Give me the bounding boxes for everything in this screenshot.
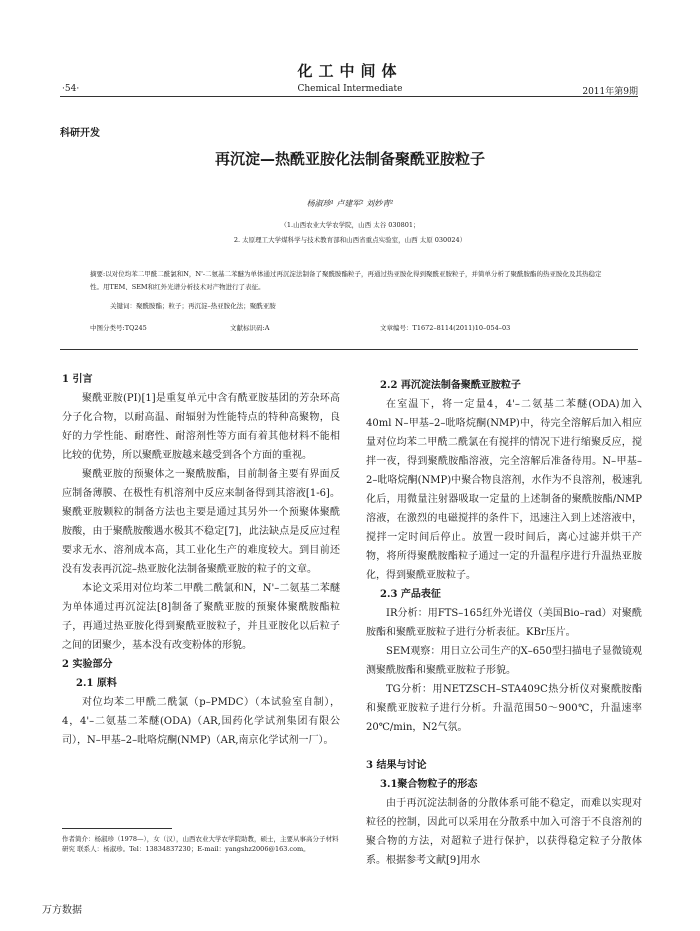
author-footnote: 作者简介：杨淑珍（1978—），女（汉），山西农业大学农学院助教，硕士，主要从事高分子材料研究 联系人：杨淑珍。Tel：13834837230；E-mail：yangshz2006@163.com。 [62, 835, 339, 853]
affiliation-2: 2. 太原理工大学煤科学与技术教育部和山西省重点实验室，山西 太原 030024） [233, 236, 467, 244]
paragraph: SEM观察：用日立公司生产的X–650型扫描电子显微镜观测聚酰胺酯和聚酰亚胺粒子形貌。 [366, 646, 642, 676]
article-number: 文章编号：T1672–8114(2011)10–054–03 [380, 324, 511, 332]
page-number: ·54· [62, 84, 80, 94]
paragraph: 对位均苯二甲酰二酰氯（p–PMDC）（本试验室自制），4，4'–二氨基二苯醚(ODA)（AR,国药化学试剂集团有限公司），N–甲基–2–吡咯烷酮(NMP)（AR,南京化学试剂一厂）。 [62, 697, 340, 746]
watermark: 万方数据 [42, 905, 82, 916]
footnote-rule [62, 828, 172, 829]
heading-preparation: 2.2 再沉淀法制备聚酰亚胺粒子 [380, 380, 521, 391]
heading-experimental: 2 实验部分 [62, 659, 113, 670]
paragraph: 由于再沉淀法制备的分散体系可能不稳定，而难以实现对粒径的控制，因此可以采用在分散系中加入可溶于不良溶剂的聚合物的方法，对超粒子进行保护，以获得稳定粒子分散体系。根据参考文献[9]用水 [366, 798, 642, 866]
paragraph: TG分析：用NETZSCH–STA409C热分析仪对聚酰胺酯和聚酰亚胺粒子进行分析。升温范围50～900℃，升温速率20℃/min，N2气氛。 [366, 684, 642, 733]
paragraph: 聚酰亚胺(PI)[1]是重复单元中含有酰亚胺基团的芳杂环高分子化合物，以耐高温、耐辐射为性能特点的特种高聚物，良好的力学性能、耐磨性、耐溶剂性等方面有着其他材料不能相比较的优势，所以聚酰亚胺越来越受到各个方面的重视。 [62, 393, 340, 461]
left-column [62, 370, 340, 750]
journal-masthead: 化工中间体 [297, 62, 403, 80]
article-title: 再沉淀—热酰亚胺化法制备聚酰亚胺粒子 [214, 150, 485, 168]
heading-morphology: 3.1聚合物粒子的形态 [380, 779, 478, 790]
journal-english-name: Chemical Intermediate [297, 84, 403, 94]
affiliation-1: （1.山西农业大学农学院，山西 太谷 030801； [280, 221, 420, 229]
header-rule [60, 96, 638, 97]
heading-characterization: 2.3 产品表征 [380, 589, 441, 600]
issue-label: 2011年第9期 [582, 87, 638, 97]
section-tag: 科研开发 [60, 128, 100, 139]
clc-number: 中图分类号:TQ245 [90, 324, 147, 332]
heading-introduction: 1 引言 [62, 374, 93, 385]
document-code: 文献标识码:A [230, 324, 270, 332]
heading-materials: 2.1 原料 [76, 678, 117, 689]
paragraph: 聚酰亚胺的预聚体之一聚酰胺酯，目前制备主要有界面反应制备薄膜、在极性有机溶剂中反应来制备得到其溶液[1-6]。聚酰亚胺颗粒的制备方法也主要是通过其另外一个预聚体聚酰胺酸，由于聚酰胺酸遇水极其不稳定[7]，此法缺点是反应过程要求无水、溶剂成本高，其工业化生产的难度较大。到目前还没有发表再沉淀–热亚胺化法制备聚酰亚胺的粒子的文章。 [62, 469, 340, 575]
paragraph: 本论文采用对位均苯二甲酰二酰氯和N，N'–二氨基二苯醚为单体通过再沉淀法[8]制备了聚酰亚胺的预聚体聚酰胺酯粒子，再通过热亚胺化得到聚酰亚胺粒子，并且亚胺化以后粒子之间的团聚少，基本没有改变粉体的形貌。 [62, 583, 340, 651]
paragraph: IR分析：用FTS–165红外光谱仪（美国Bio–rad）对聚酰胺酯和聚酰亚胺粒子进行分析表征。KBr压片。 [366, 608, 642, 638]
right-column [366, 376, 642, 870]
author-list: 杨淑珍¹ 卢建军² 刘妙青² [306, 199, 394, 208]
abstract: 摘要:以对位均苯二甲酰二酰氯和N，N'-二氨基二苯醚为单体通过再沉淀法制备了聚酰胺酯粒子，再通过热亚胺化得到聚酰亚胺粒子，并简单分析了聚酰胺酯的热亚胺化及其热稳定性。用TEM、SEM和红外光谱分析技术对产物进行了表征。 [90, 270, 602, 291]
paragraph: 在室温下，将一定量4，4'–二氨基二苯醚(ODA)加入40ml N–甲基–2–吡咯烷酮(NMP)中，待完全溶解后加入相应量对位均苯二甲酰二酰氯在有搅拌的情况下进行缩聚反应，搅拌一夜，得到聚酰胺酯溶液，完全溶解后准备待用。N–甲基–2–吡咯烷酮(NMP)中聚合物良溶剂，水作为不良溶剂，极速乳化后，用微量注射器吸取一定量的上述制备的聚酰胺酯/NMP溶液，在激烈的电磁搅拌的条件下，迅速注入到上述溶液中，搅拌一定时间后停止。放置一段时间后，离心过滤并烘干产物，将所得聚酰胺酯粒子通过一定的升温程序进行升温热亚胺化，得到聚酰亚胺粒子。 [366, 399, 642, 581]
section-rule [60, 349, 638, 350]
heading-results: 3 结果与讨论 [366, 760, 427, 771]
keywords: 关键词：聚酰胺酯；粒子；再沉淀–热亚胺化法；聚酰亚胺 [110, 302, 276, 310]
